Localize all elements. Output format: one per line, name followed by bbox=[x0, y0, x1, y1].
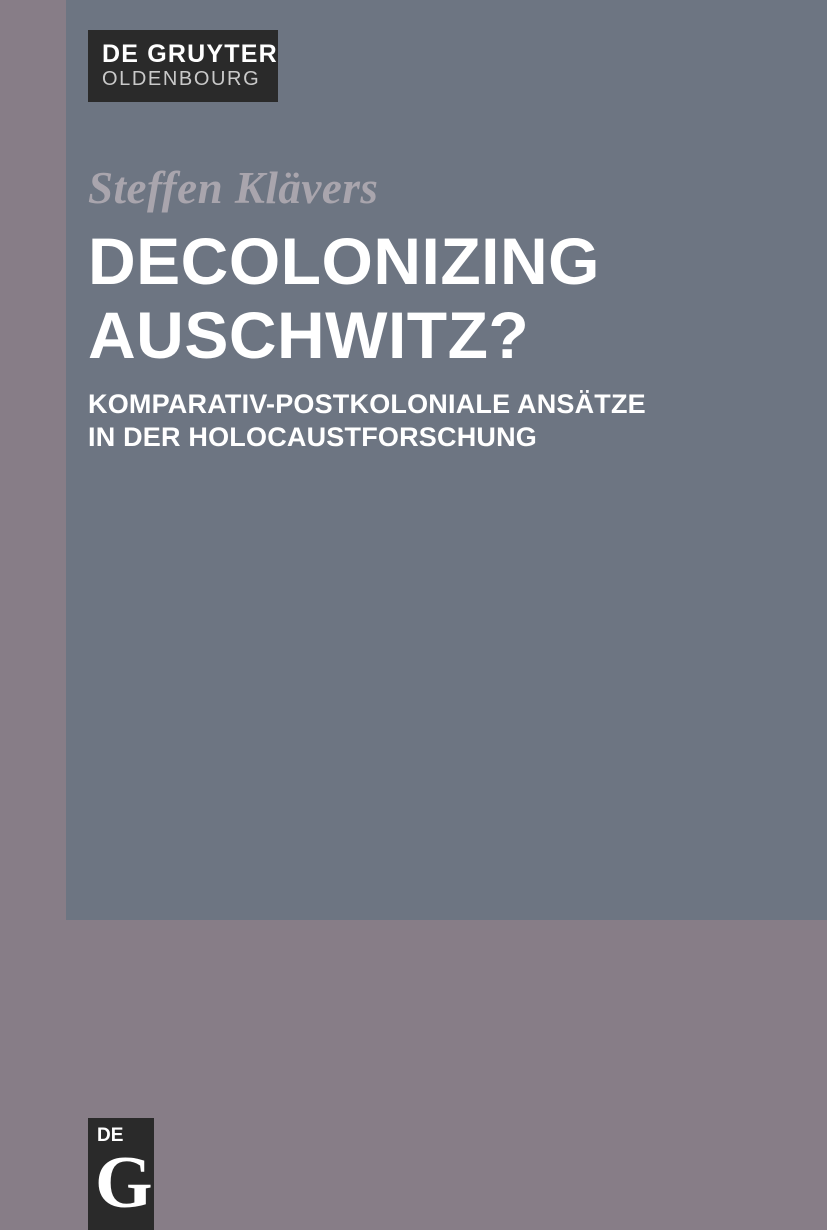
publisher-name-line1: DE GRUYTER bbox=[102, 40, 278, 68]
publisher-name-line2: OLDENBOURG bbox=[102, 68, 261, 90]
imprint-mark-g: G bbox=[95, 1142, 153, 1224]
book-title-line-1: DECOLONIZING bbox=[88, 224, 600, 298]
book-subtitle bbox=[88, 388, 768, 454]
book-subtitle-line-1: KOMPARATIV-POSTKOLONIALE ANSÄTZE bbox=[88, 389, 646, 419]
book-title bbox=[88, 224, 768, 372]
publisher-logo bbox=[88, 30, 278, 102]
author-name: Steffen Klävers bbox=[88, 163, 379, 213]
cover-panel bbox=[66, 0, 827, 920]
imprint-mark-de: DE bbox=[97, 1125, 124, 1146]
book-title-line-2: AUSCHWITZ? bbox=[88, 298, 530, 372]
book-subtitle-line-2: IN DER HOLOCAUSTFORSCHUNG bbox=[88, 422, 537, 452]
de-gruyter-imprint-mark bbox=[88, 1118, 154, 1230]
